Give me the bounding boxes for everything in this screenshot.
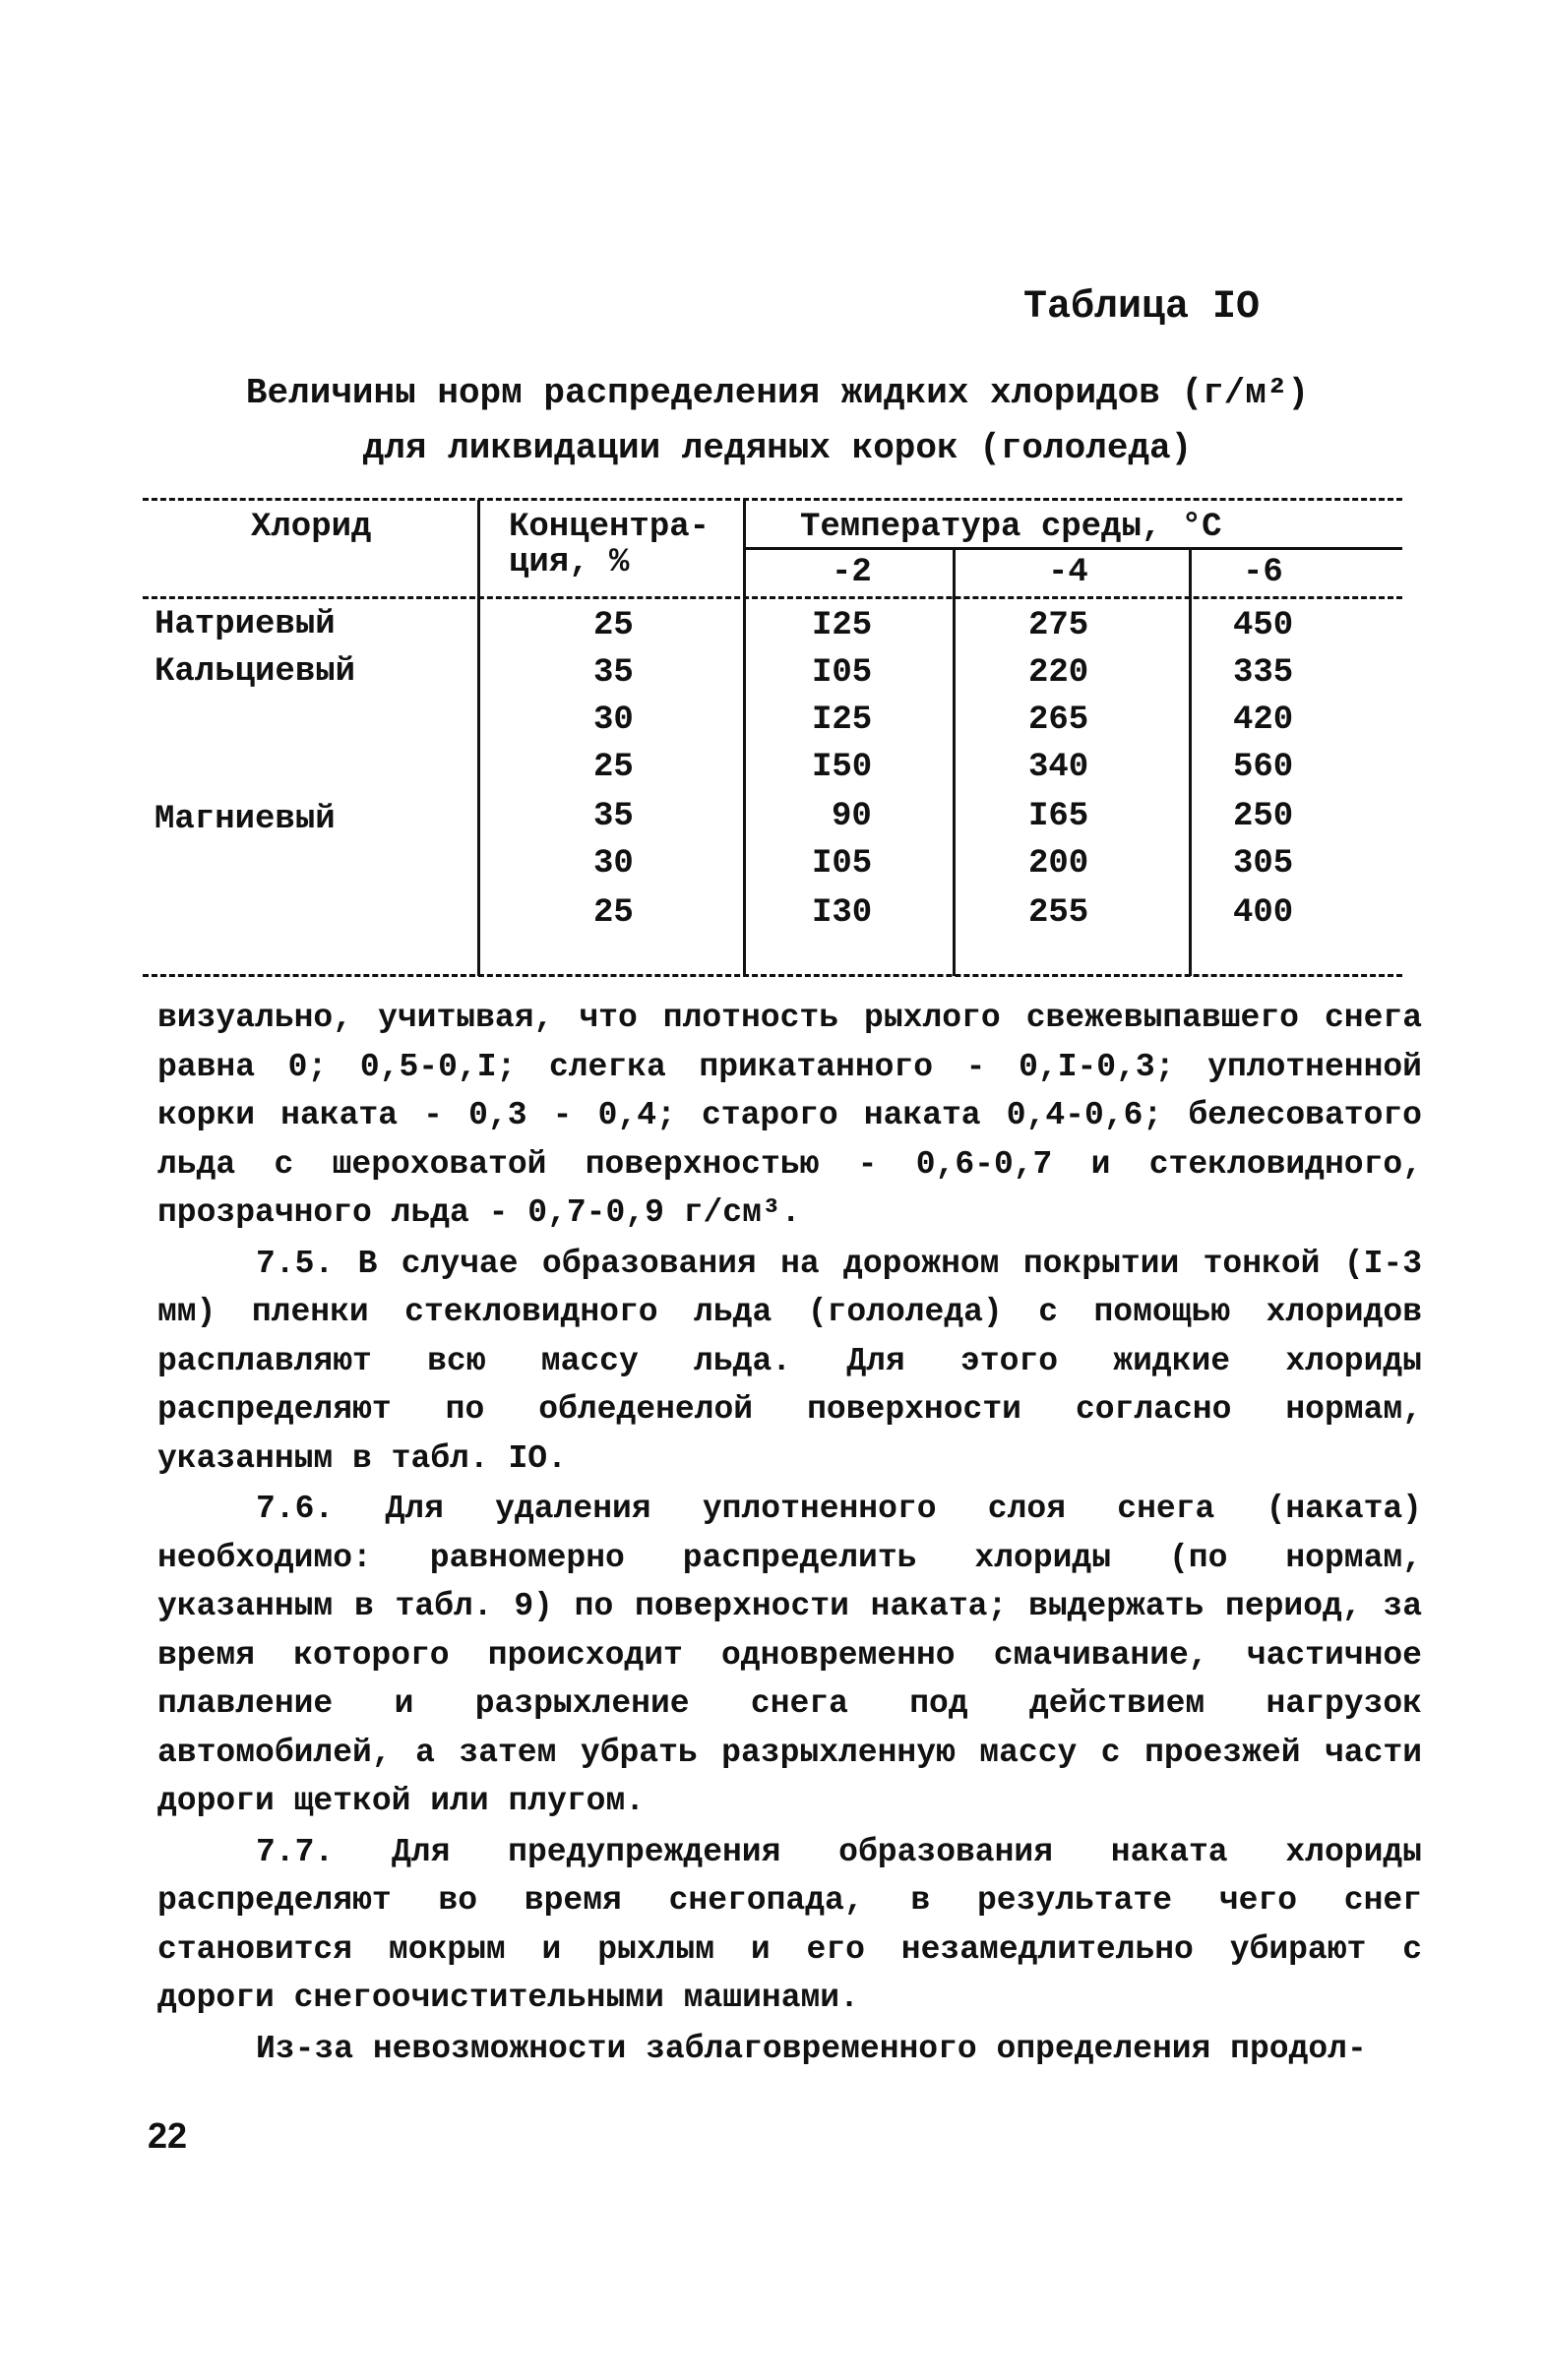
cell-concentration: 30 — [593, 702, 634, 739]
row-label-calcium: Кальциевый — [154, 653, 356, 691]
header-chloride: Хлорид — [251, 509, 372, 546]
paragraph-continued: Из-за невозможности заблаговременного определения продол- — [256, 2030, 1367, 2067]
column-divider-3 — [953, 549, 956, 976]
cell-concentration: 30 — [593, 845, 634, 883]
table-title-line-2: для ликвидации ледяных корок (гололеда) — [362, 428, 1193, 468]
table-title — [148, 366, 1407, 476]
header-temperature: Температура среды, °С — [800, 509, 1222, 546]
body-text — [157, 994, 1422, 2073]
cell-temp-minus-4: 265 — [1028, 702, 1089, 739]
cell-temp-minus-4: 200 — [1028, 845, 1089, 883]
cell-concentration: 35 — [593, 798, 634, 835]
header-concentration-line-2: ция, % — [509, 544, 630, 581]
header-concentration-line-1: Концентра- — [509, 509, 711, 546]
cell-temp-minus-2: I05 — [812, 845, 873, 883]
cell-temp-minus-2: I25 — [812, 607, 873, 644]
column-divider-4 — [1189, 549, 1192, 976]
temperature-header-rule — [743, 547, 1402, 550]
row-label-magnesium: Магниевый — [154, 801, 336, 838]
header-temp-minus-4: -4 — [1048, 554, 1088, 591]
cell-temp-minus-4: 275 — [1028, 607, 1089, 644]
paragraph-continuation: визуально, учитывая, что плотность рыхлого свежевыпавшего снега равна 0; 0,5-0,I; слегка прикатанного - 0,I-0,3; уплотненной корки наката - 0,3 - 0,4; старого наката 0,4-0,6; белесоватого льда с шероховатой поверхностью - 0,6-0,7 и стекловидного, прозрачного льда - 0,7-0,9 г/см³. — [157, 1000, 1422, 1231]
cell-temp-minus-6: 560 — [1233, 749, 1294, 786]
cell-temp-minus-6: 305 — [1233, 845, 1294, 883]
cell-concentration: 25 — [593, 749, 634, 786]
page-number: 22 — [148, 2115, 188, 2156]
cell-temp-minus-2: I05 — [812, 654, 873, 692]
cell-temp-minus-2: 90 — [832, 798, 872, 835]
cell-temp-minus-4: 340 — [1028, 749, 1089, 786]
cell-temp-minus-6: 420 — [1233, 702, 1294, 739]
table-number: Таблица IO — [1022, 285, 1260, 330]
header-temp-minus-2: -2 — [832, 554, 872, 591]
cell-temp-minus-6: 335 — [1233, 654, 1294, 692]
header-bottom-border — [143, 596, 1402, 599]
cell-concentration: 25 — [593, 894, 634, 932]
paragraph-7-7: 7.7. Для предупреждения образования наката хлориды распределяют во время снегопада, в результате чего снег становится мокрым и рыхлым и его незамедлительно убирают с дороги снегоочистительными машинами. — [157, 1833, 1422, 2016]
column-divider-2 — [743, 500, 746, 976]
cell-temp-minus-4: I65 — [1028, 798, 1089, 835]
cell-temp-minus-2: I50 — [812, 749, 873, 786]
paragraph-7-5: 7.5. В случае образования на дорожном покрытии тонкой (I-3 мм) пленки стекловидного льда (гололеда) с помощью хлоридов расплавляют всю массу льда. Для этого жидкие хлориды распределяют по обледенелой поверхности согласно нормам, указанным в табл. IO. — [157, 1245, 1422, 1477]
cell-concentration: 25 — [593, 607, 634, 644]
column-divider-1 — [477, 500, 480, 976]
cell-temp-minus-6: 400 — [1233, 894, 1294, 932]
cell-concentration: 35 — [593, 654, 634, 692]
table-title-line-1: Величины норм распределения жидких хлоридов (г/м²) — [245, 373, 1310, 413]
cell-temp-minus-4: 255 — [1028, 894, 1089, 932]
header-temp-minus-6: -6 — [1243, 554, 1283, 591]
chloride-norms-table — [143, 492, 1402, 984]
row-label-sodium: Натриевый — [154, 606, 336, 643]
paragraph-7-6: 7.6. Для удаления уплотненного слоя снега (наката) необходимо: равномерно распределить хлориды (по нормам, указанным в табл. 9) по поверхности наката; выдержать период, за время которого происходит одновременно смачивание, частичное плавление и разрыхление снега под действием нагрузок автомобилей, а затем убрать разрыхленную массу с проезжей части дороги щеткой или плугом. — [157, 1491, 1422, 1819]
cell-temp-minus-2: I25 — [812, 702, 873, 739]
cell-temp-minus-4: 220 — [1028, 654, 1089, 692]
cell-temp-minus-2: I30 — [812, 894, 873, 932]
cell-temp-minus-6: 450 — [1233, 607, 1294, 644]
table-bottom-border — [143, 974, 1402, 977]
cell-temp-minus-6: 250 — [1233, 798, 1294, 835]
table-top-border — [143, 498, 1402, 501]
